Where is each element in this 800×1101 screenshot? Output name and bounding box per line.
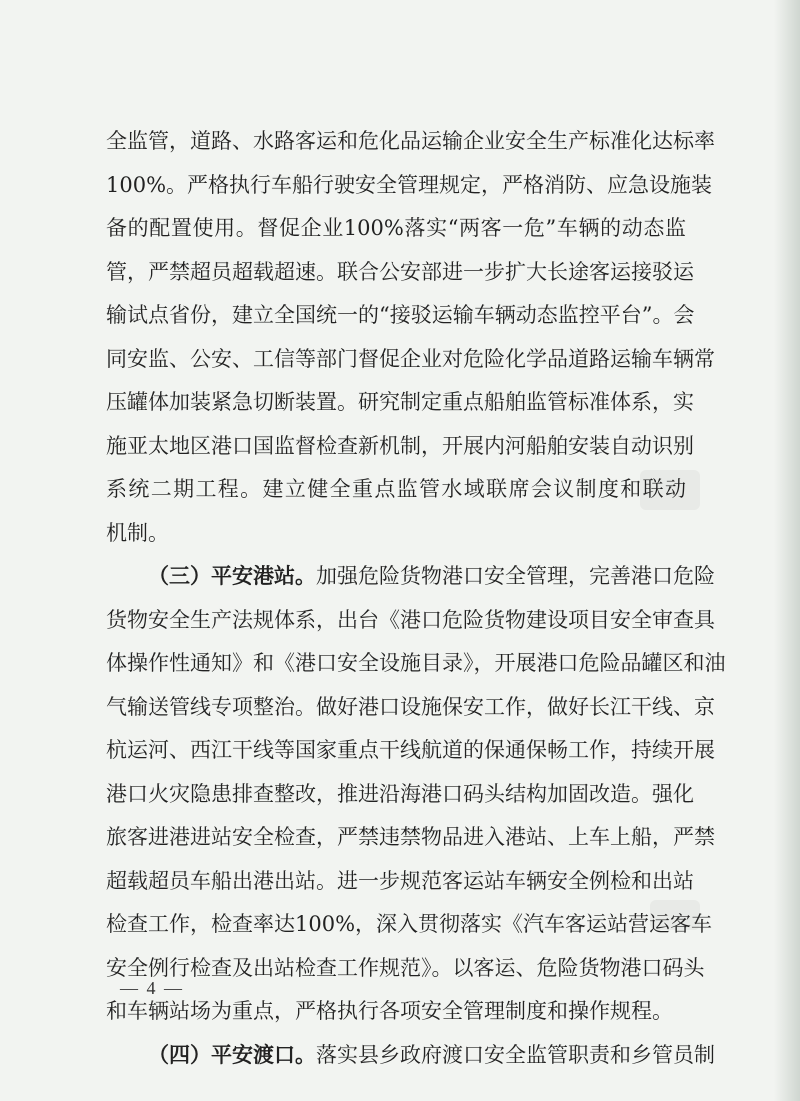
text-line: 管，严禁超员超载超速。联合公安部进一步扩大长途客运接驳运 (106, 259, 694, 284)
text-line: 旅客进港进站安全检查，严禁违禁物品进入港站、上车上船，严禁 (106, 825, 715, 849)
page-number: — 4 — (120, 978, 184, 998)
text-line: 同安监、公安、工信等部门督促企业对危险化学品道路运输车辆常 (106, 346, 715, 371)
text-line: 体操作性通知》和《港口安全设施目录》，开展港口危险品罐区和油 (106, 651, 726, 675)
text-line: 检查工作，检查率达100%，深入贯彻落实《汽车客运站营运客车 (106, 912, 713, 936)
text-line: 施亚太地区港口国监督检查新机制，开展内河船舶安装自动识别 (106, 433, 694, 458)
section-4-first-line-text: 落实县乡政府渡口安全监管职责和乡管员制 (316, 1042, 715, 1067)
text-line: 压罐体加装紧急切断装置。研究制定重点船舶监管标准体系，实 (106, 390, 694, 414)
text-line: 和车辆站场为重点，严格执行各项安全管理制度和操作规程。 (106, 999, 673, 1023)
text-line: 全监管，道路、水路客运和危化品运输企业安全生产标准化达标率 (106, 129, 715, 153)
section-3-first-line (106, 555, 715, 599)
text-line: 备的配置使用。督促企业100%落实“两客一危”车辆的动态监 (106, 216, 686, 240)
text-line: 输试点省份，建立全国统一的“接驳运输车辆动态监控平台”。会 (106, 303, 695, 327)
text-line: 安全例行检查及出站检查工作规范》。以客运、危险货物港口码头 (106, 955, 705, 980)
text-line: 货物安全生产法规体系，出台《港口危险货物建设项目安全审查具 (106, 607, 715, 632)
page-edge-shadow (774, 0, 800, 1101)
body-text (106, 120, 726, 1077)
section-3-heading: （三）平安港站。 (148, 564, 316, 588)
text-line: 系统二期工程。建立健全重点监管水域联席会议制度和联动 (106, 477, 686, 501)
text-line: 港口火灾隐患排查整改，推进沿海港口码头结构加固改造。强化 (106, 781, 694, 806)
section-4-first-line (106, 1034, 715, 1078)
text-line: 气输送管线专项整治。做好港口设施保安工作，做好长江干线、京 (106, 694, 715, 719)
text-line: 机制。 (106, 520, 169, 545)
text-line: 杭运河、西江干线等国家重点干线航道的保通保畅工作，持续开展 (106, 738, 715, 762)
section-3-first-line-text: 加强危险货物港口安全管理，完善港口危险 (316, 564, 715, 588)
text-line: 100%。严格执行车船行驶安全管理规定，严格消防、应急设施装 (106, 172, 713, 197)
section-4-heading: （四）平安渡口。 (148, 1042, 316, 1067)
text-line: 超载超员车船出港出站。进一步规范客运站车辆安全例检和出站 (106, 868, 694, 893)
